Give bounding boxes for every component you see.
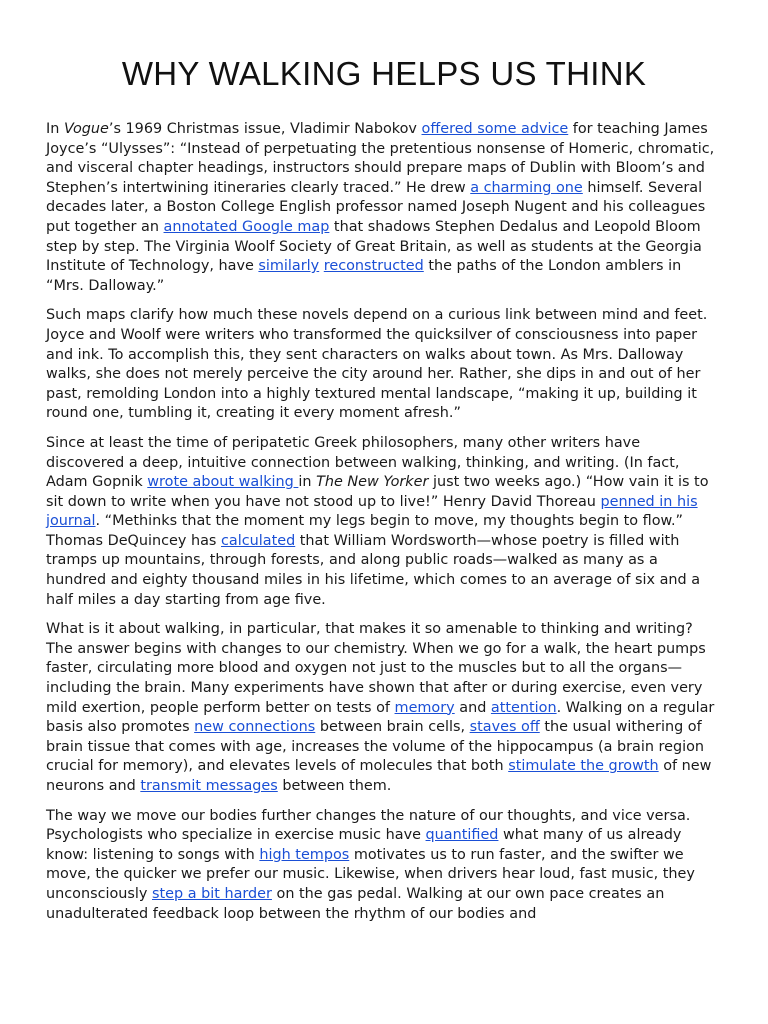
link-quantified[interactable]: quantified xyxy=(425,827,499,844)
text: just two weeks ago.) “How vain it is to sit down to write when you have not stood up to live!” Henry David Thoreau xyxy=(46,474,709,510)
text: and xyxy=(454,699,491,716)
text: the paths of the London amblers in “Mrs. Dalloway.” xyxy=(46,258,682,294)
link-step-a-bit-harder[interactable]: step a bit harder xyxy=(152,885,272,902)
page-title: WHY WALKING HELPS US THINK xyxy=(121,55,647,92)
text: on the gas pedal. Walking at our own pace creates an unadulterated feedback loop between the rhythm of our bodies and xyxy=(46,885,665,922)
paragraph-3 xyxy=(46,434,722,610)
link-offered-some-advice[interactable]: offered some advice xyxy=(421,121,569,137)
text: Since at least the time of peripatetic Greek philosophers, many other writers have discovered a deep, intuitive connection between walking, thinking, and writing. (In fact, Adam Gopnik xyxy=(46,434,680,491)
link-similarly[interactable]: similarly xyxy=(258,258,320,275)
link-high-tempos[interactable]: high tempos xyxy=(259,846,350,863)
text: What is it about walking, in particular, that makes it so amenable to thinking and writing? The answer begins with changes to our chemistry. When we go for a walk, the heart pumps faster, circulating more blood and oxygen not just to the muscles but to all the organs—including the brain. Many experiments have shown that after or during exercise, even very mild exertion, people perform better on tests of xyxy=(46,621,706,716)
publication-new-yorker: The New Yorker xyxy=(316,474,429,491)
text: . “Methinks that the moment my legs begin to move, my thoughts begin to flow.” Thomas DeQuincey has xyxy=(46,513,684,549)
paragraph-4 xyxy=(46,620,722,796)
text: what many of us already know: listening to songs with xyxy=(46,827,682,863)
text: for teaching James Joyce’s “Ulysses”: “Instead of perpetuating the pretentious nonsense of Homeric, chromatic, and visceral chapter headings, instructors should prepare maps of Dublin with Bloom’s and Stephen’s intertwining itineraries clearly traced.” He drew xyxy=(46,121,715,196)
paragraph-2: Such maps clarify how much these novels depend on a curious link between mind and feet. Joyce and Woolf were writers who transformed the quicksilver of consciousness into paper and ink. To accomplish this, they sent characters on walks about town. As Mrs. Dalloway walks, she does not merely perceive the city around her. Rather, she dips in and out of her past, remolding London into a highly textured mental landscape, “making it up, building it round one, tumbling it, creating it every moment afresh.” xyxy=(46,307,708,422)
link-memory[interactable]: memory xyxy=(394,699,455,716)
link-attention[interactable]: attention xyxy=(490,699,557,716)
link-new-connections[interactable]: new connections xyxy=(194,719,316,736)
text: in xyxy=(298,474,317,491)
publication-vogue: Vogue xyxy=(63,121,109,137)
text: The way we move our bodies further changes the nature of our thoughts, and vice versa. Psychologists who specialize in exercise music have xyxy=(46,807,691,844)
link-stimulate-the-growth[interactable]: stimulate the growth xyxy=(508,758,659,775)
paragraph-1 xyxy=(46,120,722,296)
link-transmit-messages[interactable]: transmit messages xyxy=(140,778,278,794)
link-reconstructed[interactable]: reconstructed xyxy=(323,258,424,275)
text: that William Wordsworth—whose poetry is filled with tramps up mountains, through forests, and along public roads—walked as many as a hundred and eighty thousand miles in his lifetime, which comes to an average of six and a half miles a day starting from age five. xyxy=(46,532,701,608)
text: In xyxy=(46,121,64,137)
text: ’s 1969 Christmas issue, Vladimir Nabokov xyxy=(108,121,422,137)
text: between brain cells, xyxy=(315,719,470,736)
paragraph-5 xyxy=(46,807,722,925)
link-calculated[interactable]: calculated xyxy=(221,532,296,549)
text: that shadows Stephen Dedalus and Leopold Bloom step by step. The Virginia Woolf Society of Great Britain, as well as students at the Georgia Institute of Technology, have xyxy=(46,218,702,275)
link-staves-off[interactable]: staves off xyxy=(469,719,540,736)
article xyxy=(46,52,722,934)
text: himself. Several decades later, a Boston College English professor named Joseph Nugent and his colleagues put together an xyxy=(46,179,706,235)
text: the usual withering of brain tissue that comes with age, increases the volume of the hippocampus (a brain region crucial for memory), and elevates levels of molecules that both xyxy=(46,719,705,775)
text: motivates us to run faster, and the swifter we move, the quicker we prefer our music. Likewise, when drivers hear loud, fast music, they unconsciously xyxy=(46,846,695,902)
text: . Walking on a regular basis also promotes xyxy=(46,699,715,736)
text: between them. xyxy=(277,778,392,794)
text: of new neurons and xyxy=(46,758,712,794)
link-penned-in-his-journal[interactable]: penned in his journal xyxy=(46,493,698,530)
link-a-charming-one[interactable]: a charming one xyxy=(470,179,583,196)
link-annotated-google-map[interactable]: annotated Google map xyxy=(163,218,330,235)
link-wrote-about-walking[interactable]: wrote about walking xyxy=(147,474,299,491)
